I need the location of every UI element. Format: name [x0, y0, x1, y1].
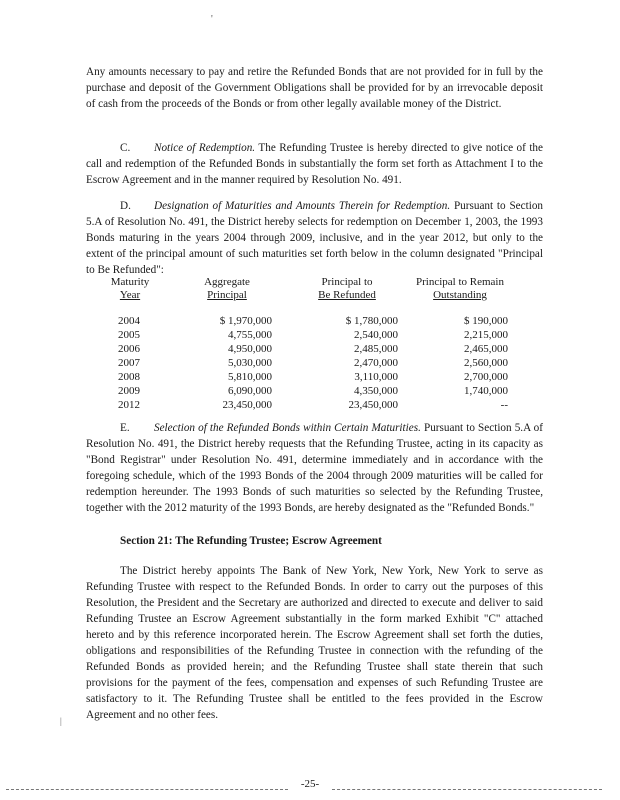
cell-year: 2008 — [118, 371, 140, 383]
page-number: -25- — [300, 778, 320, 790]
paragraph-c — [86, 140, 543, 188]
header-maturity-year: Maturity Year — [110, 276, 150, 301]
cell-aggregate: 4,755,000 — [228, 329, 272, 341]
paragraph-e-label: E. — [120, 422, 130, 434]
cell-refunded: 3,110,000 — [354, 371, 398, 383]
cell-outstanding: 1,740,000 — [464, 385, 508, 397]
cell-outstanding: 2,560,000 — [464, 357, 508, 369]
section-21-heading: Section 21: The Refunding Trustee; Escrow Agreement — [120, 535, 382, 547]
maturity-table — [100, 276, 520, 411]
paragraph-intro: Any amounts necessary to pay and retire the Refunded Bonds that are not provided for in full by the purchase and deposit of the Government Obligations shall be provided for by an irrevocable deposit of cash from the proceeds of the Bonds or from other legally available money of the District. — [86, 66, 543, 110]
cell-aggregate: 6,090,000 — [228, 385, 272, 397]
table-row — [100, 356, 520, 370]
paragraph-d — [86, 198, 543, 278]
cell-aggregate: 23,450,000 — [222, 399, 272, 411]
paragraph-d-title: Designation of Maturities and Amounts Therein for Redemption. — [154, 200, 451, 212]
table-row — [100, 328, 520, 342]
paragraph-e — [86, 420, 543, 516]
cell-outstanding: 2,215,000 — [464, 329, 508, 341]
cell-outstanding: 2,700,000 — [464, 371, 508, 383]
cell-refunded: 2,470,000 — [354, 357, 398, 369]
cell-aggregate: 5,810,000 — [228, 371, 272, 383]
cell-year: 2009 — [118, 385, 140, 397]
paragraph-c-text: The Refunding Trustee is hereby directed to give notice of the call and redemption of the Refunded Bonds in substantially the form set forth as Attachment I to the Escrow Agreement and in the manner required by Resolution No. 491. — [86, 142, 543, 186]
cell-year: 2005 — [118, 329, 140, 341]
cell-aggregate: $ 1,970,000 — [219, 315, 272, 327]
table-row — [100, 370, 520, 384]
cell-outstanding: -- — [500, 399, 508, 411]
footer-rule-right — [332, 789, 602, 790]
header-principal-refunded: Principal to Be Refunded — [318, 276, 376, 301]
table-row — [100, 342, 520, 356]
cell-year: 2012 — [118, 399, 140, 411]
cell-refunded: 2,485,000 — [354, 343, 398, 355]
table-header-row — [100, 276, 520, 304]
paragraph-d-label: D. — [120, 200, 131, 212]
table-body — [100, 314, 520, 412]
cell-outstanding: 2,465,000 — [464, 343, 508, 355]
paragraph-c-label: C. — [120, 142, 131, 154]
cell-year: 2006 — [118, 343, 140, 355]
paragraph-e-title: Selection of the Refunded Bonds within Certain Maturities. — [154, 422, 421, 434]
paragraph-e-text: Pursuant to Section 5.A of Resolution No. 491, the District hereby requests that the Refunding Trustee, acting in its capacity as "Bond Registrar" under Resolution No. 491, determine immediately and in accordance with the foregoing schedule, which of the 1993 Bonds of the 2004 through 2009 maturities will be called for redemption hereunder. The 1993 Bonds of such maturities so selected by the Refunding Trustee, together with the 2012 maturity of the 1993 Bonds, are hereby designated as the "Refunded Bonds." — [86, 422, 543, 514]
cell-year: 2004 — [118, 315, 140, 327]
table-row — [100, 314, 520, 328]
paragraph-section-21: The District hereby appoints The Bank of New York, New York, New York to serve as Refunding Trustee with respect to the Refunded Bonds. In order to carry out the purposes of this Resolution, the President and the Secretary are authorized and directed to execute and deliver to said Refunding Trustee an Escrow Agreement substantially in the form marked Exhibit "C" attached hereto and by this reference incorporated herein. The Escrow Agreement shall set forth the duties, obligations and responsibilities of the Refunding Trustee in connection with the refunding of the Refunded Bonds as provided herein; and the Refunding Trustee shall state therein that such provisions for the payment of the fees, compensation and expenses of such Refunding Trustee are satisfactory to it. The Refunding Trustee shall be entitled to the fees provided in the Escrow Agreement and no other fees. — [86, 565, 543, 721]
cell-aggregate: 5,030,000 — [228, 357, 272, 369]
header-principal-outstanding: Principal to Remain Outstanding — [416, 276, 504, 301]
paragraph-c-title: Notice of Redemption. — [154, 142, 256, 154]
table-row — [100, 384, 520, 398]
cell-aggregate: 4,950,000 — [228, 343, 272, 355]
header-aggregate-principal: Aggregate Principal — [204, 276, 250, 301]
margin-mark: | — [60, 716, 62, 726]
paragraph-d-text: Pursuant to Section 5.A of Resolution No. 491, the District hereby selects for redemption on December 1, 2003, the 1993 Bonds maturing in the years 2004 through 2009, inclusive, and in the year 2012, but only to the extent of the principal amount of such maturities set forth below in the column designated "Principal to Be Refunded": — [86, 200, 544, 276]
footer-rule-left — [6, 789, 288, 790]
cell-refunded: 23,450,000 — [348, 399, 398, 411]
cell-refunded: 4,350,000 — [354, 385, 398, 397]
top-mark: ' — [211, 14, 213, 25]
cell-refunded: $ 1,780,000 — [345, 315, 398, 327]
cell-year: 2007 — [118, 357, 140, 369]
cell-refunded: 2,540,000 — [354, 329, 398, 341]
page-footer — [0, 778, 620, 792]
cell-outstanding: $ 190,000 — [464, 315, 508, 327]
table-row — [100, 398, 520, 412]
